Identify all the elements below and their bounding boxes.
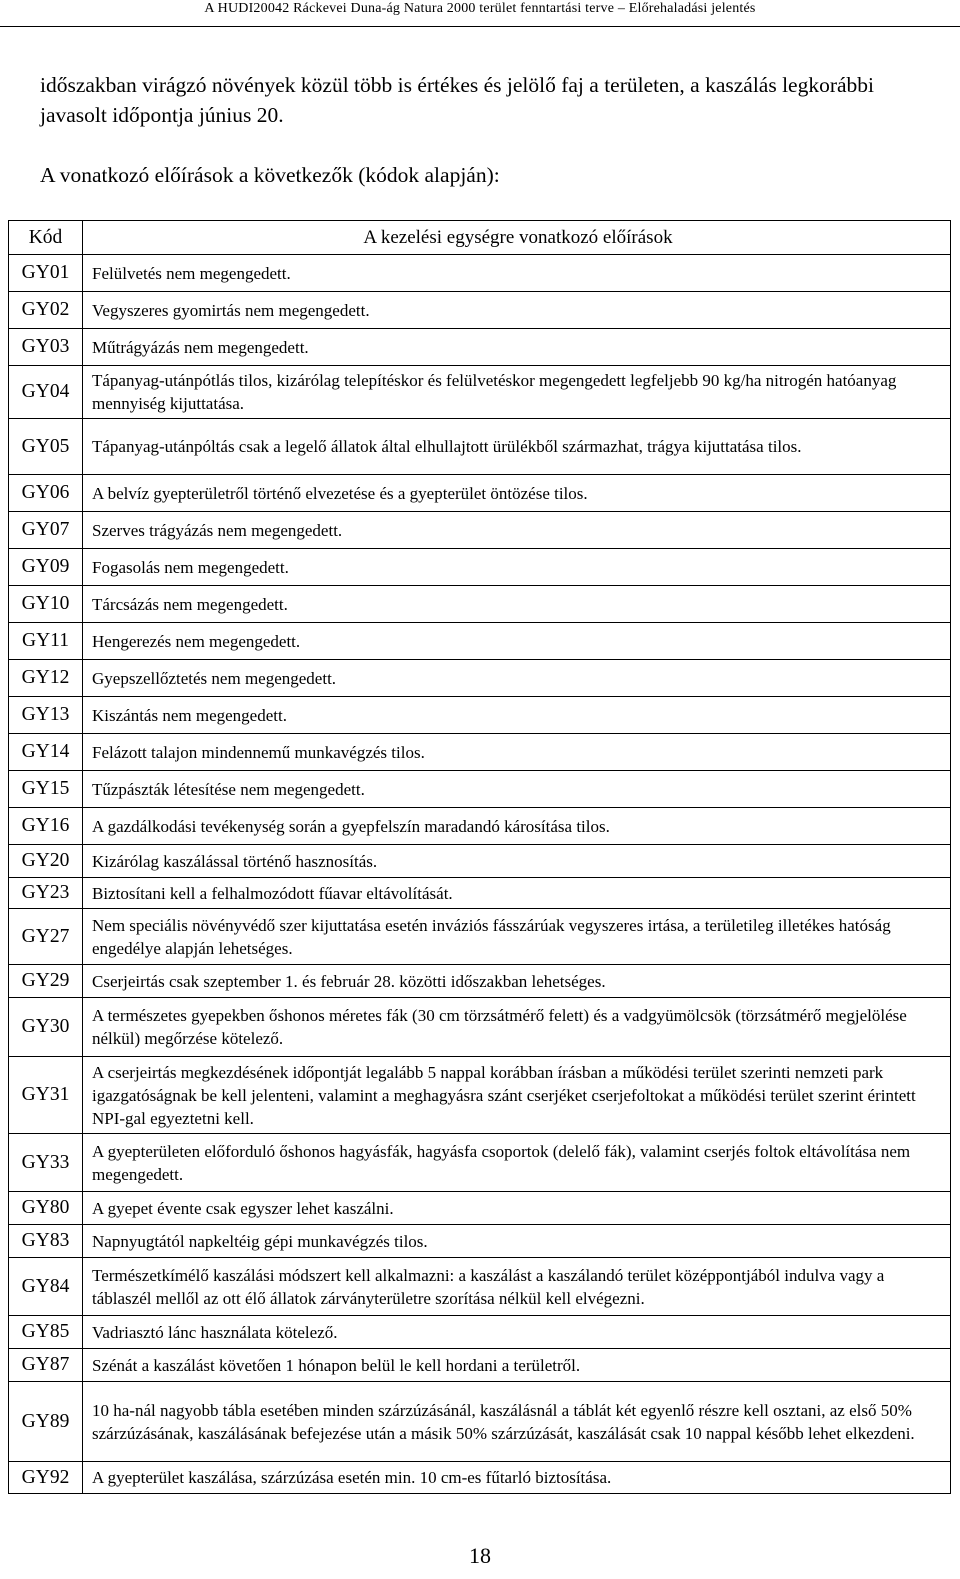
table-header-row — [9, 221, 951, 255]
row-code: GY29 — [9, 965, 83, 998]
table-row — [9, 878, 951, 909]
row-text: Gyepszellőztetés nem megengedett. — [83, 660, 951, 697]
table-row — [9, 1349, 951, 1382]
table-row — [9, 586, 951, 623]
row-text: A gyepet évente csak egyszer lehet kaszálni. — [83, 1192, 951, 1225]
table-row — [9, 1192, 951, 1225]
row-text: Szerves trágyázás nem megengedett. — [83, 512, 951, 549]
table-row — [9, 771, 951, 808]
table-row — [9, 623, 951, 660]
row-code: GY04 — [9, 366, 83, 419]
table-row — [9, 1258, 951, 1316]
row-code: GY06 — [9, 475, 83, 512]
row-code: GY85 — [9, 1316, 83, 1349]
table-row — [9, 255, 951, 292]
row-code: GY16 — [9, 808, 83, 845]
table-row — [9, 1225, 951, 1258]
running-header: A HUDI20042 Ráckevei Duna-ág Natura 2000 terület fenntartási terve – Előrehaladási jelentés — [0, 0, 960, 27]
row-code: GY87 — [9, 1349, 83, 1382]
row-text: Nem speciális növényvédő szer kijuttatása esetén inváziós fásszárúak vegyszeres irtása, a területileg illetékes hatóság engedélye alapján lehetséges. — [83, 909, 951, 965]
regulations-table — [8, 220, 951, 1494]
table-row — [9, 845, 951, 878]
row-text: Műtrágyázás nem megengedett. — [83, 329, 951, 366]
page-number: 18 — [469, 1543, 491, 1568]
table-row — [9, 1134, 951, 1192]
row-text: A gyepterületen előforduló őshonos hagyásfák, hagyásfa csoportok (delelő fák), valamint cserjés foltok eltávolítása nem megengedett. — [83, 1134, 951, 1192]
row-text: Vadriasztó lánc használata kötelező. — [83, 1316, 951, 1349]
row-text: 10 ha-nál nagyobb tábla esetében minden szárzúzásánál, kaszálásnál a táblát két egyenlő részre kell osztani, az első 50% szárzúzásának, kaszálásának befejezése után a másik 50% szárzúzását, kaszálását csak 10 nappal később lehet elkezdeni. — [83, 1382, 951, 1462]
row-code: GY11 — [9, 623, 83, 660]
row-text: Cserjeirtás csak szeptember 1. és február 28. közötti időszakban lehetséges. — [83, 965, 951, 998]
table-row — [9, 965, 951, 998]
row-text: Biztosítani kell a felhalmozódott fűavar eltávolítását. — [83, 878, 951, 909]
table-row — [9, 1382, 951, 1462]
row-text: Tápanyag-utánpóltás csak a legelő állatok által elhullajtott ürülékből származhat, trágya kijuttatása tilos. — [83, 419, 951, 475]
row-text: Tűzpászták létesítése nem megengedett. — [83, 771, 951, 808]
table-row — [9, 660, 951, 697]
row-code: GY83 — [9, 1225, 83, 1258]
row-text: Tápanyag-utánpótlás tilos, kizárólag telepítéskor és felülvetéskor megengedett legfeljebb 90 kg/ha nitrogén hatóanyag mennyiség kijuttatása. — [83, 366, 951, 419]
row-code: GY07 — [9, 512, 83, 549]
row-code: GY30 — [9, 998, 83, 1057]
table-row — [9, 419, 951, 475]
table-row — [9, 697, 951, 734]
row-code: GY03 — [9, 329, 83, 366]
table-row — [9, 734, 951, 771]
row-code: GY01 — [9, 255, 83, 292]
row-code: GY23 — [9, 878, 83, 909]
row-text: Szénát a kaszálást követően 1 hónapon belül le kell hordani a területről. — [83, 1349, 951, 1382]
row-code: GY10 — [9, 586, 83, 623]
row-code: GY89 — [9, 1382, 83, 1462]
row-text: A gazdálkodási tevékenység során a gyepfelszín maradandó károsítása tilos. — [83, 808, 951, 845]
row-code: GY13 — [9, 697, 83, 734]
row-text: A belvíz gyepterületről történő elvezetése és a gyepterület öntözése tilos. — [83, 475, 951, 512]
table-row — [9, 808, 951, 845]
row-code: GY12 — [9, 660, 83, 697]
row-code: GY92 — [9, 1462, 83, 1494]
intro-paragraph: időszakban virágzó növények közül több is értékes és jelölő faj a területen, a kaszálás legkorábbi javasolt időpontja június 20. — [40, 73, 875, 127]
table-row — [9, 1316, 951, 1349]
row-code: GY84 — [9, 1258, 83, 1316]
row-code: GY27 — [9, 909, 83, 965]
row-text: Természetkímélő kaszálási módszert kell alkalmazni: a kaszálást a kaszálandó terület középpontjából indulva vagy a táblaszél mellől az ott élő állatok zárványterületre szorítása nélkül kell elvégezni. — [83, 1258, 951, 1316]
table-row — [9, 366, 951, 419]
row-code: GY02 — [9, 292, 83, 329]
table-row — [9, 512, 951, 549]
row-code: GY05 — [9, 419, 83, 475]
row-text: Felázott talajon mindennemű munkavégzés tilos. — [83, 734, 951, 771]
row-text: Kiszántás nem megengedett. — [83, 697, 951, 734]
table-row — [9, 1462, 951, 1494]
row-text: Tárcsázás nem megengedett. — [83, 586, 951, 623]
row-code: GY20 — [9, 845, 83, 878]
table-row — [9, 1057, 951, 1134]
row-text: Vegyszeres gyomirtás nem megengedett. — [83, 292, 951, 329]
row-code: GY33 — [9, 1134, 83, 1192]
row-text: A cserjeirtás megkezdésének időpontját legalább 5 nappal korábban írásban a működési terület szerinti nemzeti park igazgatóságnak be kell jelenteni, valamint a meghagyásra szánt cserjéket cserjefoltokat a működési terület szerint érintett NPI-gal egyeztetni kell. — [83, 1057, 951, 1134]
row-text: Hengerezés nem megengedett. — [83, 623, 951, 660]
row-code: GY15 — [9, 771, 83, 808]
row-code: GY09 — [9, 549, 83, 586]
row-code: GY80 — [9, 1192, 83, 1225]
row-code: GY14 — [9, 734, 83, 771]
row-text: Felülvetés nem megengedett. — [83, 255, 951, 292]
row-text: A természetes gyepekben őshonos méretes fák (30 cm törzsátmérő felett) és a vadgyümölcsök (törzsátmérő megjelölése nélkül) megőrzése kötelező. — [83, 998, 951, 1057]
lead-sentence: A vonatkozó előírások a következők (kódok alapján): — [40, 163, 500, 187]
header-description: A kezelési egységre vonatkozó előírások — [83, 221, 951, 255]
table-row — [9, 292, 951, 329]
table-row — [9, 549, 951, 586]
table-row — [9, 475, 951, 512]
header-code: Kód — [9, 221, 83, 255]
row-text: Kizárólag kaszálással történő hasznosítás. — [83, 845, 951, 878]
row-text: A gyepterület kaszálása, szárzúzása esetén min. 10 cm-es fűtarló biztosítása. — [83, 1462, 951, 1494]
row-text: Fogasolás nem megengedett. — [83, 549, 951, 586]
table-row — [9, 329, 951, 366]
row-text: Napnyugtától napkeltéig gépi munkavégzés tilos. — [83, 1225, 951, 1258]
table-row — [9, 998, 951, 1057]
table-row — [9, 909, 951, 965]
row-code: GY31 — [9, 1057, 83, 1134]
